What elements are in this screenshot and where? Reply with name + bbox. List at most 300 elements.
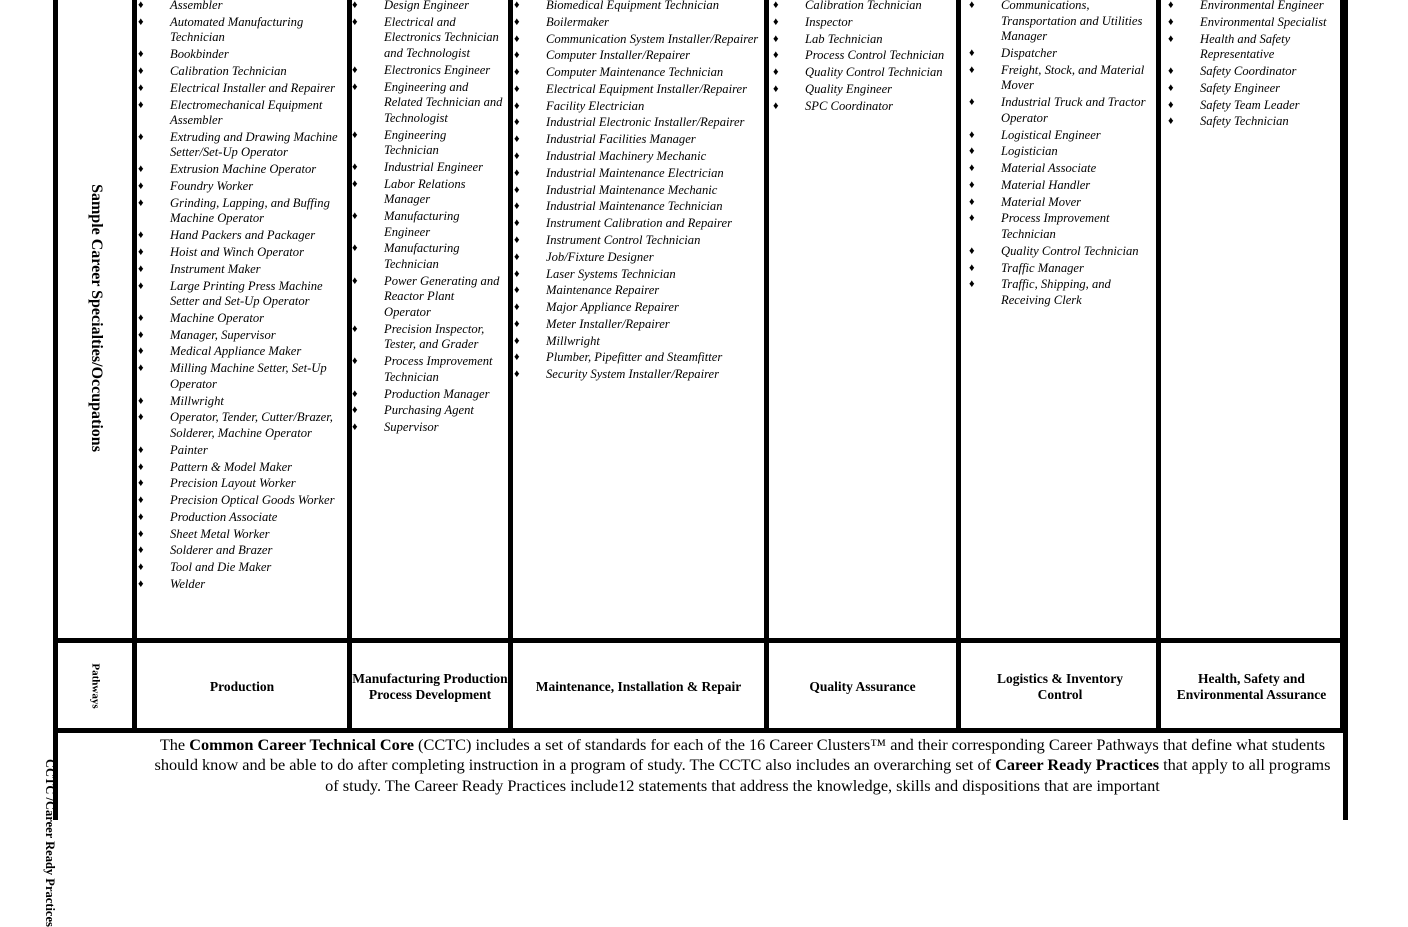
bullet-icon: ♦	[352, 274, 358, 287]
occupation-item	[352, 63, 504, 79]
occupation-label: Environmental Engineer	[1200, 0, 1324, 12]
occupation-item	[514, 132, 764, 148]
bullet-icon: ♦	[352, 355, 358, 368]
occupation-item	[514, 48, 764, 64]
bullet-icon: ♦	[969, 96, 975, 109]
pathway-maintenance: Maintenance, Installation & Repair	[535, 678, 742, 694]
occupation-label: Quality Control Technician	[1001, 243, 1139, 258]
occupation-item	[514, 99, 764, 115]
bullet-icon: ♦	[773, 49, 779, 62]
occupation-label: Computer Maintenance Technician	[546, 65, 724, 80]
bullet-icon: ♦	[514, 99, 520, 112]
occupation-item	[969, 244, 1154, 260]
bullet-icon: ♦	[514, 183, 520, 196]
occupation-label: Precision Optical Goods Worker	[170, 493, 335, 508]
maintenance-occupations	[514, 0, 764, 384]
logistics-occupations	[969, 0, 1154, 310]
column-divider	[508, 0, 513, 730]
occupation-item	[138, 361, 346, 392]
occupation-label: SPC Coordinator	[805, 98, 894, 113]
occupation-item	[138, 162, 346, 178]
bullet-icon: ♦	[352, 0, 358, 11]
bullet-icon: ♦	[773, 99, 779, 112]
occupation-item	[138, 527, 346, 543]
occupation-item	[1168, 98, 1340, 114]
occupation-item	[352, 209, 504, 240]
bullet-icon: ♦	[352, 387, 358, 400]
occupation-item	[138, 577, 346, 593]
occupation-item	[352, 15, 504, 62]
occupation-label: Quality Control Technician	[805, 65, 943, 80]
bullet-icon: ♦	[969, 128, 975, 141]
bullet-icon: ♦	[1168, 98, 1174, 111]
bullet-icon: ♦	[514, 317, 520, 330]
occupation-label: Plumber, Pipefitter and Steamfitter	[546, 350, 723, 365]
occupation-item	[352, 274, 504, 321]
bullet-icon: ♦	[352, 80, 358, 93]
pathways-row-label: Pathways	[89, 663, 102, 709]
occupation-label: Electrical Installer and Repairer	[170, 80, 335, 95]
pathway-quality-assurance: Quality Assurance	[809, 678, 916, 694]
occupation-item	[352, 403, 504, 419]
bullet-icon: ♦	[138, 362, 144, 375]
bullet-icon: ♦	[514, 233, 520, 246]
occupation-label: Facility Electrician	[546, 98, 645, 113]
quality-assurance-occupations	[773, 0, 953, 115]
column-divider	[1340, 0, 1345, 730]
bullet-icon: ♦	[1168, 81, 1174, 94]
occupation-item	[514, 183, 764, 199]
bullet-icon: ♦	[138, 279, 144, 292]
occupation-item	[773, 82, 953, 98]
occupation-label: Laser Systems Technician	[546, 266, 676, 281]
occupation-item	[352, 322, 504, 353]
occupation-label: Extrusion Machine Operator	[170, 162, 317, 177]
occupation-item	[514, 250, 764, 266]
occupation-item	[1168, 0, 1340, 14]
safety-occupations	[1168, 0, 1340, 131]
occupation-label: Electrical Equipment Installer/Repairer	[546, 81, 747, 96]
bullet-icon: ♦	[514, 368, 520, 381]
bullet-icon: ♦	[138, 180, 144, 193]
bullet-icon: ♦	[138, 64, 144, 77]
occupation-label: Millwright	[546, 333, 600, 348]
occupation-item	[514, 82, 764, 98]
occupation-item	[773, 65, 953, 81]
occupation-label: Traffic, Shipping, and Receiving Clerk	[1001, 277, 1111, 307]
occupation-label: Computer Installer/Repairer	[546, 48, 690, 63]
occupation-label: Automated Manufacturing Technician	[170, 14, 304, 45]
occupations-row-label: Sample Career Specialties/Occupations	[88, 184, 105, 452]
bullet-icon: ♦	[514, 267, 520, 280]
occupation-label: Biomedical Equipment Technician	[546, 0, 720, 12]
occupation-label: Material Associate	[1001, 161, 1097, 176]
occupation-label: Maintenance Repairer	[546, 283, 660, 298]
bullet-icon: ♦	[514, 0, 520, 11]
occupation-item	[138, 245, 346, 261]
bullet-icon: ♦	[514, 150, 520, 163]
pathway-safety: Health, Safety and Environmental Assurance	[1176, 670, 1327, 702]
occupation-item	[514, 317, 764, 333]
bullet-icon: ♦	[138, 510, 144, 523]
occupation-item	[138, 262, 346, 278]
occupation-label: Industrial Maintenance Electrician	[546, 165, 724, 180]
bullet-icon: ♦	[138, 345, 144, 358]
occupation-label: Design Engineer	[384, 0, 469, 12]
bullet-icon: ♦	[352, 242, 358, 255]
bullet-icon: ♦	[514, 250, 520, 263]
occupation-item	[1168, 64, 1340, 80]
occupation-item	[969, 63, 1154, 94]
occupation-item	[969, 211, 1154, 242]
bullet-icon: ♦	[969, 0, 975, 11]
occupation-label: Quality Engineer	[805, 81, 893, 96]
occupation-item	[138, 0, 346, 14]
occupation-label: Calibration Technician	[805, 0, 922, 12]
bullet-icon: ♦	[773, 82, 779, 95]
occupation-label: Hoist and Winch Operator	[170, 244, 304, 259]
bullet-icon: ♦	[138, 130, 144, 143]
occupation-label: Large Printing Press Machine Setter and Set-Up Operator	[170, 278, 323, 309]
bullet-icon: ♦	[138, 196, 144, 209]
bullet-icon: ♦	[138, 477, 144, 490]
occupation-item	[138, 410, 346, 441]
occupation-label: Milling Machine Setter, Set-Up Operator	[170, 361, 327, 391]
occupation-item	[138, 196, 346, 227]
pathway-production: Production	[209, 678, 275, 694]
occupation-item	[138, 311, 346, 327]
occupation-label: Process Improvement Technician	[384, 354, 493, 384]
occupation-label: Process Improvement Technician	[1001, 211, 1110, 241]
occupation-label: Material Mover	[1001, 194, 1082, 209]
bullet-icon: ♦	[138, 81, 144, 94]
occupation-label: Freight, Stock, and Material Mover	[1001, 62, 1145, 93]
occupation-item	[514, 300, 764, 316]
bullet-icon: ♦	[514, 284, 520, 297]
occupation-item	[773, 48, 953, 64]
occupation-label: Operator, Tender, Cutter/Brazer, Solderer, Machine Operator	[170, 410, 333, 440]
occupation-label: Communications, Transportation and Utilities Manager	[1001, 0, 1143, 44]
bullet-icon: ♦	[352, 15, 358, 28]
occupation-item	[1168, 15, 1340, 31]
cctc-row-label: CCTC /Career Ready Practices	[43, 759, 57, 927]
bullet-icon: ♦	[969, 278, 975, 291]
bullet-icon: ♦	[138, 229, 144, 242]
occupation-label: Instrument Control Technician	[546, 232, 701, 247]
bullet-icon: ♦	[138, 245, 144, 258]
occupation-item	[969, 261, 1154, 277]
occupation-label: Precision Inspector, Tester, and Grader	[384, 321, 485, 352]
bullet-icon: ♦	[773, 66, 779, 79]
bullet-icon: ♦	[969, 212, 975, 225]
bullet-icon: ♦	[773, 15, 779, 28]
occupation-label: Welder	[170, 577, 206, 592]
occupation-item	[514, 65, 764, 81]
occupation-item	[773, 32, 953, 48]
bullet-icon: ♦	[1168, 0, 1174, 11]
occupation-item	[352, 241, 504, 272]
occupation-label: Environmental Specialist	[1200, 14, 1327, 29]
occupation-item	[773, 99, 953, 115]
occupation-label: Engineering Technician	[384, 127, 447, 158]
bullet-icon: ♦	[969, 63, 975, 76]
occupation-label: Grinding, Lapping, and Buffing Machine Operator	[170, 195, 330, 226]
occupation-item	[1168, 32, 1340, 63]
bullet-icon: ♦	[138, 494, 144, 507]
pathway-process-development: Manufacturing Production Process Development	[352, 670, 508, 702]
occupation-item	[352, 354, 504, 385]
occupation-label: Instrument Maker	[170, 261, 261, 276]
occupation-label: Electrical and Electronics Technician and Technologist	[384, 14, 499, 60]
pathway-logistics: Logistics & Inventory Control	[997, 670, 1123, 702]
occupation-item	[969, 95, 1154, 126]
bullet-icon: ♦	[514, 15, 520, 28]
bullet-icon: ♦	[969, 195, 975, 208]
bullet-icon: ♦	[352, 177, 358, 190]
occupation-item	[138, 98, 346, 129]
occupation-item	[138, 179, 346, 195]
bullet-icon: ♦	[352, 128, 358, 141]
bullet-icon: ♦	[352, 404, 358, 417]
occupation-item	[138, 443, 346, 459]
bullet-icon: ♦	[514, 116, 520, 129]
occupation-item	[969, 178, 1154, 194]
occupation-label: Production Manager	[384, 386, 490, 401]
occupation-item	[138, 493, 346, 509]
bullet-icon: ♦	[514, 49, 520, 62]
bullet-icon: ♦	[969, 162, 975, 175]
bullet-icon: ♦	[138, 544, 144, 557]
occupation-item	[514, 32, 764, 48]
process-development-occupations	[352, 0, 504, 437]
bullet-icon: ♦	[514, 301, 520, 314]
occupation-label: Electromechanical Equipment Assembler	[170, 97, 323, 128]
occupation-label: Industrial Truck and Tractor Operator	[1001, 95, 1146, 125]
occupation-label: Power Generating and Reactor Plant Operator	[384, 273, 500, 319]
bullet-icon: ♦	[1168, 15, 1174, 28]
bullet-icon: ♦	[138, 527, 144, 540]
occupation-label: Safety Team Leader	[1200, 97, 1300, 112]
occupation-item	[1168, 114, 1340, 130]
occupation-item	[969, 144, 1154, 160]
occupation-label: Dispatcher	[1001, 45, 1057, 60]
occupation-item	[138, 476, 346, 492]
bullet-icon: ♦	[773, 0, 779, 11]
occupation-item	[352, 80, 504, 127]
bullet-icon: ♦	[138, 578, 144, 591]
bullet-icon: ♦	[138, 561, 144, 574]
occupation-item	[138, 15, 346, 46]
occupation-label: Engineering and Related Technician and Technologist	[384, 79, 503, 125]
occupation-item	[514, 166, 764, 182]
bullet-icon: ♦	[514, 200, 520, 213]
occupation-item	[969, 195, 1154, 211]
occupation-label: Traffic Manager	[1001, 260, 1084, 275]
occupation-item	[969, 0, 1154, 45]
bullet-icon: ♦	[138, 328, 144, 341]
bullet-icon: ♦	[773, 32, 779, 45]
occupation-label: Production Associate	[170, 509, 278, 524]
bullet-icon: ♦	[138, 163, 144, 176]
bullet-icon: ♦	[138, 0, 144, 11]
occupation-item	[138, 560, 346, 576]
occupation-label: Hand Packers and Packager	[170, 228, 316, 243]
occupation-label: Medical Appliance Maker	[170, 344, 302, 359]
occupation-item	[138, 47, 346, 63]
occupation-item	[352, 0, 504, 14]
bullet-icon: ♦	[138, 262, 144, 275]
bullet-icon: ♦	[514, 217, 520, 230]
occupation-label: Industrial Machinery Mechanic	[546, 149, 707, 164]
occupation-label: Machine Operator	[170, 310, 265, 325]
occupation-label: Instrument Calibration and Repairer	[546, 216, 732, 231]
occupation-item	[514, 115, 764, 131]
bullet-icon: ♦	[514, 351, 520, 364]
bullet-icon: ♦	[969, 145, 975, 158]
occupation-item	[773, 0, 953, 14]
bullet-icon: ♦	[352, 63, 358, 76]
occupation-item	[138, 510, 346, 526]
occupation-item	[138, 130, 346, 161]
occupation-label: Manufacturing Technician	[384, 241, 460, 271]
bullet-icon: ♦	[138, 411, 144, 424]
occupation-label: Purchasing Agent	[384, 403, 474, 418]
occupation-item	[138, 394, 346, 410]
occupation-label: Industrial Electronic Installer/Repairer	[546, 115, 745, 130]
occupation-label: Security System Installer/Repairer	[546, 367, 720, 382]
occupation-label: Health and Safety Representative	[1200, 31, 1291, 62]
bullet-icon: ♦	[969, 244, 975, 257]
occupation-item	[969, 128, 1154, 144]
occupation-label: Safety Coordinator	[1200, 63, 1297, 78]
occupation-label: Logistical Engineer	[1001, 127, 1101, 142]
occupation-item	[514, 15, 764, 31]
occupation-label: Boilermaker	[546, 14, 609, 29]
bullet-icon: ♦	[514, 334, 520, 347]
bullet-icon: ♦	[138, 311, 144, 324]
occupation-label: Safety Technician	[1200, 114, 1289, 129]
occupation-label: Electronics Engineer	[384, 62, 491, 77]
occupation-label: Major Appliance Repairer	[546, 300, 679, 315]
occupation-label: Labor Relations Manager	[384, 176, 466, 207]
occupation-label: Industrial Engineer	[384, 159, 483, 174]
bullet-icon: ♦	[352, 322, 358, 335]
bullet-icon: ♦	[514, 66, 520, 79]
occupation-label: Material Handler	[1001, 177, 1091, 192]
occupation-item	[138, 328, 346, 344]
bullet-icon: ♦	[138, 48, 144, 61]
row-divider	[53, 638, 1348, 643]
occupation-item	[514, 334, 764, 350]
occupation-label: Lab Technician	[805, 31, 883, 46]
occupation-label: Logistician	[1001, 144, 1058, 159]
production-occupations	[138, 0, 346, 594]
occupation-label: Manufacturing Engineer	[384, 209, 460, 239]
occupation-label: Industrial Facilities Manager	[546, 132, 696, 147]
occupation-label: Supervisor	[384, 420, 439, 435]
occupation-item	[138, 64, 346, 80]
occupation-label: Job/Fixture Designer	[546, 249, 654, 264]
occupation-label: Industrial Maintenance Technician	[546, 199, 723, 214]
bullet-icon: ♦	[138, 394, 144, 407]
occupation-label: Meter Installer/Repairer	[546, 316, 670, 331]
bullet-icon: ♦	[514, 166, 520, 179]
occupation-item	[514, 267, 764, 283]
occupation-item	[138, 279, 346, 310]
occupation-item	[514, 350, 764, 366]
occupation-item	[1168, 81, 1340, 97]
occupation-item	[773, 15, 953, 31]
occupation-item	[514, 216, 764, 232]
occupation-item	[514, 199, 764, 215]
occupation-item	[138, 81, 346, 97]
occupation-label: Sheet Metal Worker	[170, 526, 270, 541]
column-divider	[1156, 0, 1161, 730]
occupation-label: Pattern & Model Maker	[170, 459, 293, 474]
occupation-label: Assembler	[170, 0, 223, 12]
bullet-icon: ♦	[352, 160, 358, 173]
occupation-item	[352, 160, 504, 176]
occupation-label: Millwright	[170, 393, 224, 408]
occupation-label: Painter	[170, 442, 208, 457]
column-divider	[764, 0, 769, 730]
occupation-label: Precision Layout Worker	[170, 476, 296, 491]
bullet-icon: ♦	[969, 261, 975, 274]
occupation-label: Extruding and Drawing Machine Setter/Set-Up Operator	[170, 129, 338, 160]
occupation-item	[514, 149, 764, 165]
occupation-item	[352, 387, 504, 403]
occupation-label: Manager, Supervisor	[170, 327, 276, 342]
bullet-icon: ♦	[969, 46, 975, 59]
occupation-item	[138, 543, 346, 559]
occupation-label: Inspector	[805, 14, 853, 29]
occupation-item	[352, 420, 504, 436]
bullet-icon: ♦	[138, 443, 144, 456]
bullet-icon: ♦	[1168, 32, 1174, 45]
bullet-icon: ♦	[969, 178, 975, 191]
occupation-label: Process Control Technician	[805, 48, 945, 63]
occupation-label: Solderer and Brazer	[170, 543, 273, 558]
occupation-label: Communication System Installer/Repairer	[546, 31, 759, 46]
occupation-item	[969, 46, 1154, 62]
occupation-item	[138, 228, 346, 244]
column-divider	[956, 0, 961, 730]
cctc-description: The Common Career Technical Core (CCTC) includes a set of standards for each of the 16 Career Clusters™ and their corresponding Career Pathways that define what students should know and be able to do after completing instruction in a program of study. The CCTC also includes an overarching set of Career Ready Practices that apply to all programs of study. The Career Ready Practices include12 statements that address the knowledge, skills and dispositions that are important	[154, 735, 1331, 795]
occupation-item	[138, 344, 346, 360]
bullet-icon: ♦	[138, 15, 144, 28]
bullet-icon: ♦	[1168, 64, 1174, 77]
occupation-item	[138, 460, 346, 476]
bullet-icon: ♦	[352, 210, 358, 223]
occupation-item	[514, 233, 764, 249]
bullet-icon: ♦	[138, 98, 144, 111]
occupation-label: Safety Engineer	[1200, 80, 1281, 95]
occupation-label: Calibration Technician	[170, 63, 287, 78]
bullet-icon: ♦	[514, 32, 520, 45]
occupation-label: Bookbinder	[170, 47, 229, 62]
occupation-item	[352, 128, 504, 159]
bullet-icon: ♦	[514, 82, 520, 95]
bullet-icon: ♦	[1168, 115, 1174, 128]
occupation-label: Foundry Worker	[170, 179, 254, 194]
occupation-item	[514, 283, 764, 299]
bullet-icon: ♦	[138, 460, 144, 473]
bullet-icon: ♦	[514, 133, 520, 146]
occupation-item	[514, 0, 764, 14]
occupation-label: Industrial Maintenance Mechanic	[546, 182, 718, 197]
occupation-item	[969, 277, 1154, 308]
occupation-item	[514, 367, 764, 383]
